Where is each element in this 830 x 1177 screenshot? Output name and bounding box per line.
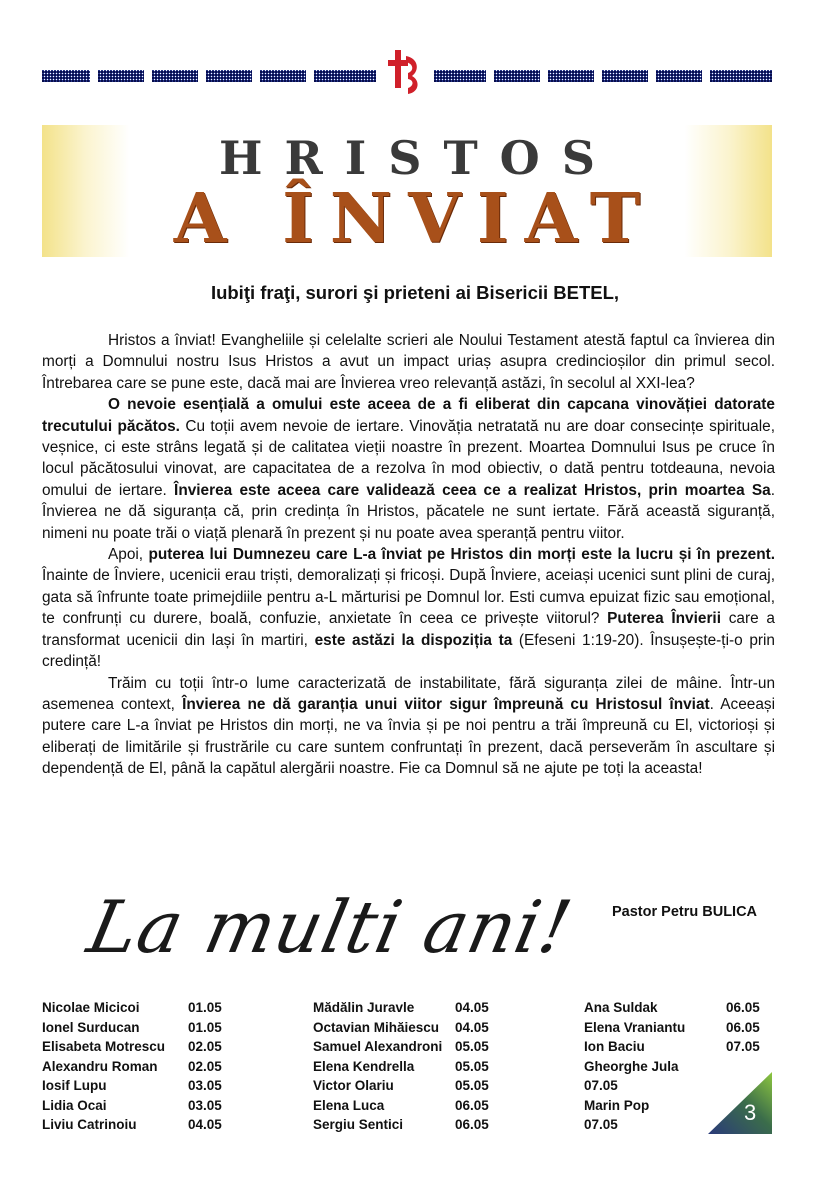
banner-title-line-1: HRISTOS (219, 131, 617, 185)
birthday-name: Marin Pop (584, 1097, 650, 1113)
birthday-row (42, 1115, 222, 1135)
birthday-date: 05.05 (455, 1078, 489, 1093)
band-segment (152, 70, 198, 82)
birthday-row (42, 1037, 222, 1057)
birthday-date: 05.05 (455, 1039, 489, 1054)
birthday-name: Iosif Lupu (42, 1078, 107, 1093)
band-segment (42, 70, 90, 82)
band-segment (260, 70, 306, 82)
birthday-date: 01.05 (188, 1019, 222, 1035)
birthday-date: 01.05 (188, 1000, 222, 1015)
band-segment (548, 70, 594, 82)
birthday-row (313, 998, 489, 1018)
birthday-name: Mădălin Juravle (313, 1000, 415, 1015)
birthday-date: 07.05 (726, 1039, 760, 1054)
birthday-date: 06.05 (455, 1117, 489, 1132)
birthday-row (313, 1018, 489, 1038)
birthday-row (584, 1037, 760, 1057)
birthday-name: Samuel Alexandroni (313, 1039, 443, 1054)
birthday-row (313, 1115, 489, 1135)
birthday-row (42, 1057, 222, 1077)
birthday-row (42, 998, 222, 1018)
birthday-date: 05.05 (455, 1058, 489, 1074)
birthday-name: Gheorghe Jula (584, 1058, 679, 1074)
letter-text: . Învierea ne dă siguranța că, prin credința în Hristos, păcatele ne sunt iertate. Fără această siguranță, nimeni nu poate trăi o viață plenară în prezent și nu poate avea speranță pentru viitor. (42, 481, 775, 542)
band-segment (656, 70, 702, 82)
birthday-name: Elena Luca (313, 1097, 385, 1113)
letter-emphasis: puterea lui Dumnezeu care L-a înviat pe Hristos din morți este la lucru și în prezent. (148, 546, 775, 564)
birthday-column-2 (313, 998, 489, 1135)
page-number: 3 (744, 1100, 757, 1125)
birthday-row (313, 1096, 489, 1116)
pastor-letter (42, 330, 775, 780)
birthday-name: Elena Vraniantu (584, 1019, 686, 1035)
letter-text: Cu toții avem nevoie de iertare. Vinovăția netratată nu are doar consecințe spirituale, veșnice, ci este strâns legată și de calitatea vieții noastre în prezent. Moartea Domnului Isus pe cruce în locul păcătosului vinovat, are capacitatea de a rezolva în mod obiectiv, o dată pentru totdeauna, nevoia omului de iertare. (42, 417, 775, 499)
birthday-name: Victor Olariu (313, 1078, 394, 1093)
birthday-row (584, 998, 760, 1018)
birthday-name: Ana Suldak (584, 1000, 658, 1015)
birthday-date: 06.05 (455, 1097, 489, 1113)
band-segment (494, 70, 540, 82)
birthday-date: 06.05 (726, 1019, 760, 1035)
birthday-name: Elena Kendrella (313, 1058, 415, 1074)
band-segment (602, 70, 648, 82)
birthday-name: Ion Baciu (584, 1039, 645, 1054)
birthday-row (313, 1076, 489, 1096)
letter-paragraph (42, 544, 775, 672)
cross-flame-logo-icon (386, 46, 426, 100)
birthday-row (313, 1037, 489, 1057)
birthday-name: Alexandru Roman (42, 1058, 158, 1074)
letter-text: Hristos a înviat! Evangheliile și celelalte scrieri ale Noului Testament atestă faptul ca învierea din morți a Domnului nostru Isus Hristos a avut un impact uriaș asupra credincioșilor din primul secol. Întrebarea care se pune este, dacă mai are Învierea vreo relevanță astăzi, în secolul al XXI-lea? (42, 332, 775, 392)
birthday-name: Sergiu Sentici (313, 1117, 404, 1132)
letter-text: . Aceeași putere care L-a înviat pe Hristos din morți, ne va învia și pe noi pentru a trăi împreună cu El, victorioși și eliberați de limitările și frustrările cu care suntem confruntați în prezent, dacă perseverăm în ascultare și dependență de El, până la capătul alergării noastre. Fie ca Domnul să ne ajute pe toți la aceasta! (42, 695, 775, 778)
band-segment (710, 70, 772, 82)
birthday-name: 07.05 (584, 1117, 618, 1132)
birthday-row (42, 1018, 222, 1038)
letter-paragraph (42, 394, 775, 544)
birthday-date: 02.05 (188, 1039, 222, 1054)
birthday-date: 04.05 (455, 1000, 489, 1015)
letter-text: (Efeseni 1:19-20). Însușește-ți-o prin credință! (42, 631, 775, 671)
letter-text: Trăim cu toții într-o lume caracterizată de instabilitate, fără siguranța zilei de mâine. Într-un asemenea context, (42, 674, 775, 713)
title-banner (42, 125, 772, 257)
birthday-name: Ionel Surducan (42, 1019, 140, 1035)
birthday-date: 02.05 (188, 1058, 222, 1074)
birthday-name: Lidia Ocai (42, 1097, 107, 1113)
letter-text: Apoi, (108, 546, 149, 564)
band-segment (314, 70, 376, 82)
birthday-row (42, 1096, 222, 1116)
letter-paragraph (42, 673, 775, 780)
letter-emphasis: este astăzi la dispoziția ta (314, 631, 513, 649)
greeting-heading: Iubiţi fraţi, surori şi prieteni ai Bisericii BETEL, (210, 282, 620, 303)
birthday-name: Nicolae Micicoi (42, 1000, 140, 1015)
letter-emphasis: Învierea ne dă garanția unui viitor sigur împreună cu Hristosul înviat (182, 695, 710, 713)
birthday-script-title: La multi ani! (81, 885, 580, 969)
birthday-name: 07.05 (584, 1078, 618, 1093)
banner-title-line-2: A ÎNVIAT (173, 179, 657, 259)
band-segment (98, 70, 144, 82)
pastor-signature: Pastor Petru BULICA (612, 904, 758, 920)
birthday-date: 03.05 (188, 1078, 222, 1093)
letter-emphasis: O nevoie esențială a omului este aceea de a fi eliberat din capcana vinovăției datorate trecutului păcătos. (42, 396, 775, 435)
band-segment (206, 70, 252, 82)
birthday-name: Liviu Catrinoiu (42, 1117, 137, 1132)
letter-paragraph (42, 330, 775, 394)
birthday-row (313, 1057, 489, 1077)
letter-emphasis: Învierea este aceea care validează ceea ce a realizat Hristos, prin moartea Sa (174, 481, 771, 499)
letter-emphasis: Puterea Învierii (607, 610, 721, 628)
birthday-date: 04.05 (188, 1117, 222, 1132)
birthday-column-1 (42, 998, 222, 1135)
letter-text: care a transformat ucenicii din lași în martiri, (42, 610, 775, 649)
birthday-row (584, 1018, 760, 1038)
letter-text: Înainte de Înviere, ucenicii erau triști, demoralizați și fricoși. După Înviere, aceiași ucenici sunt plini de curaj, gata să înfrunte toate primejdiile pentru a-L mărturisi pe Domnul lor. Esti cumva epuizat fizic sau emoțional, te confrunți cu durere, boală, confuzie, anxietate în ceea ce privește viitorul? (42, 567, 775, 628)
page-corner-triangle (708, 1072, 772, 1134)
birthday-date: 06.05 (726, 1000, 760, 1015)
band-segment (434, 70, 486, 82)
birthday-date: 04.05 (455, 1019, 489, 1035)
birthday-name: Elisabeta Motrescu (42, 1039, 166, 1054)
birthday-date: 03.05 (188, 1097, 222, 1113)
birthday-name: Octavian Mihăiescu (313, 1019, 440, 1035)
birthday-row (42, 1076, 222, 1096)
